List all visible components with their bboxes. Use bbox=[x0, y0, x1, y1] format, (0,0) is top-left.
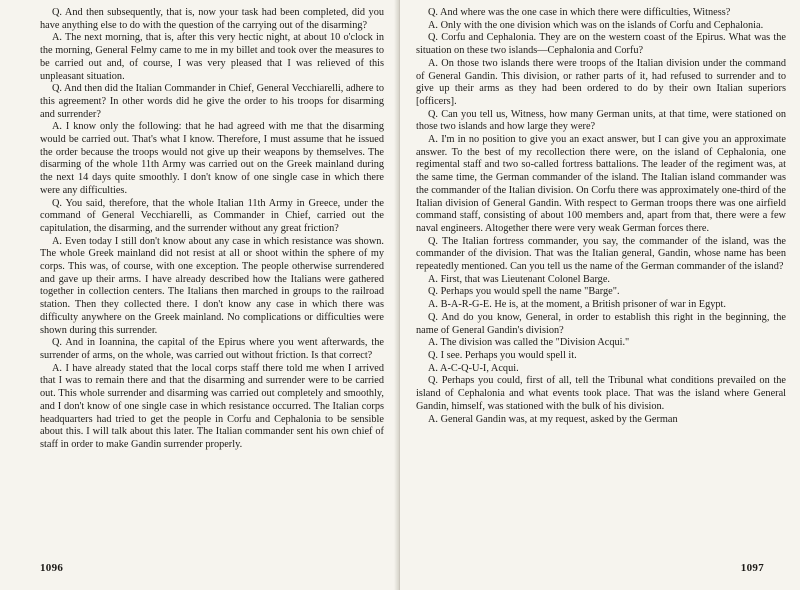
paragraph: A. Even today I still don't know about any case in which resistance was shown. The whole Greek mainland did not resist at all or shoot within the sphere of my corps. This was, of course, with one exception. The people otherwise surrendered and gave up their arms. I have already described how the Italians were gathered together in collection centers. The Italians then marched in groups to the railroad station. Then they collected there. I don't know any case in which there was difficulty anywhere on the Greek mainland. No complications or difficulties were shown during this surrender. bbox=[40, 235, 384, 336]
paragraph: A. Only with the one division which was on the islands of Corfu and Cephalonia. bbox=[428, 19, 764, 31]
paragraph: Q. Perhaps you could, first of all, tell the Tribunal what conditions prevailed on the island of Cephalonia and what events took place. That was the island where General Gandin, himself, was stationed with the bulk of his division. bbox=[416, 375, 786, 412]
paragraph: A. A-C-Q-U-I, Acqui. bbox=[428, 362, 519, 374]
paragraph: A. The division was called the "Division Acqui." bbox=[428, 337, 630, 349]
paragraph: A. I know only the following: that he had agreed with me that the disarming would be carried out. That's what I know. Therefore, I must assume that he issued the order because the troops would not give up their weapons by themselves. The disarming of the whole 11th Army was carried out on the Greek mainland during the next 14 days quite smoothly. I don't know of one single case in which there were any difficulties. bbox=[40, 121, 384, 196]
left-page-text bbox=[40, 7, 384, 452]
paragraph: Q. The Italian fortress commander, you say, the commander of the island, was the commander of the division. That was the Italian general, Gandin, whose name has been repeatedly mentioned. Can you tell us the name of the German commander of the island? bbox=[416, 235, 786, 273]
paragraph: A. I'm in no position to give you an exact answer, but I can give you an approximate answer. To the best of my recollection there were, on the island of Cephalonia, one regimental staff and two so-called fortress battalions. The leader of the regiment was, at the same time, the German commander of the island. The Italian island commander was the commander of the Italian division. On Corfu there was approximately one-third of the Italian division of General Gandin. With respect to German troops there was one airfield command staff, consisting of about 100 members and, apart from that, there were a few naval engineers. Altogether there were very weak German forces there. bbox=[416, 134, 786, 234]
right-page bbox=[400, 0, 800, 590]
paragraph: Q. You said, therefore, that the whole Italian 11th Army in Greece, under the command of General Vecchiarelli, as Commander in Chief, carried out the capitulation, the disarming, and the surrender without any great friction? bbox=[40, 197, 384, 234]
paragraph: Q. And then subsequently, that is, now your task had been completed, did you have anything else to do with the question of the carrying out of the disarming? bbox=[40, 7, 384, 31]
paragraph: Q. Corfu and Cephalonia. They are on the western coast of the Epirus. What was the situation on these two islands—Cephalonia and Corfu? bbox=[416, 32, 786, 57]
left-page bbox=[0, 0, 398, 590]
paragraph: Q. And do you know, General, in order to establish this right in the beginning, the name of General Gandin's division? bbox=[416, 311, 786, 336]
paragraph: Q. Perhaps you would spell the name "Barge". bbox=[428, 286, 620, 298]
page-number: 1097 bbox=[740, 562, 764, 574]
paragraph: A. The next morning, that is, after this very hectic night, at about 10 o'clock in the morning, General Felmy came to me in my billet and took over the measures to be carried out and, of course, I was very pleased that I was relieved of this unpleasant situation. bbox=[40, 32, 384, 82]
paragraph: A. General Gandin was, at my request, asked by the German bbox=[428, 413, 678, 425]
paragraph: Q. And where was the one case in which there were difficulties, Witness? bbox=[428, 7, 731, 18]
paragraph: Q. And then did the Italian Commander in Chief, General Vecchiarelli, adhere to this agreement? In other words did he give the order to his troops for disarming and surrender? bbox=[40, 83, 384, 120]
paragraph: A. B-A-R-G-E. He is, at the moment, a British prisoner of war in Egypt. bbox=[428, 299, 726, 311]
paragraph: Q. Can you tell us, Witness, how many German units, at that time, were stationed on those two islands and how large they were? bbox=[416, 108, 786, 133]
paragraph: Q. I see. Perhaps you would spell it. bbox=[428, 349, 577, 361]
paragraph: A. First, that was Lieutenant Colonel Barge. bbox=[428, 273, 610, 285]
paragraph: Q. And in Ioannina, the capital of the Epirus where you went afterwards, the surrender of arms, on the whole, was carried out without friction. Is that correct? bbox=[40, 337, 384, 361]
page-number: 1096 bbox=[40, 562, 64, 574]
paragraph: A. On those two islands there were troops of the Italian division under the command of General Gandin. This division, or rather parts of it, had refused to surrender and to give up their arms as they had been ordered to do by their own Italian superiors [officers]. bbox=[416, 57, 786, 107]
right-page-text bbox=[416, 7, 786, 426]
paragraph: A. I have already stated that the local corps staff there told me when I arrived that I was to remain there and that the disarming and surrender were to be carried out. This whole surrender and disarming was carried out completely and smoothly, and I don't know of one single case in which resistance occurred. The Italian corps headquarters had tried to get the people in Corfu and Cephalonia to be sensible about this. I will talk about this later. The Italian commander sent his own chief of staff in order to make Gandin surrender properly. bbox=[40, 362, 384, 450]
